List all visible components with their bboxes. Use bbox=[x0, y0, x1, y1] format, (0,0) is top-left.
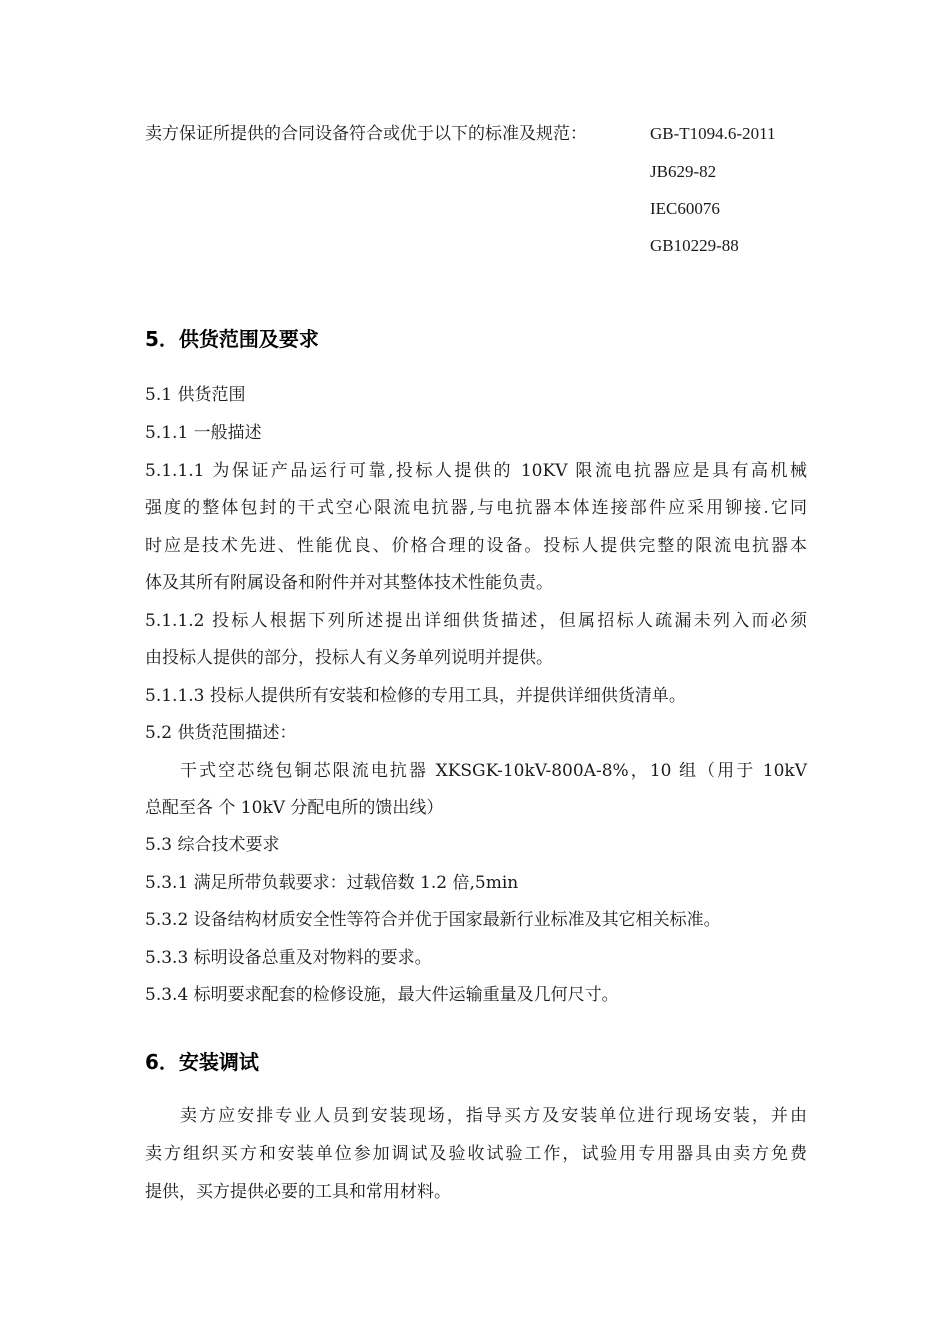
section-5-1-1-1-line: 5.1.1.1 为保证产品运行可靠,投标人提供的 10KV 限流电抗器应是具有高机械 bbox=[145, 461, 807, 481]
section-5-1-1-title: 5.1.1 一般描述 bbox=[145, 423, 262, 443]
section-5-3-4: 5.3.4 标明要求配套的检修设施，最大件运输重量及几何尺寸。 bbox=[145, 985, 619, 1005]
section-5-heading: 5．供货范围及要求 bbox=[145, 327, 319, 351]
section-5-1-1-1-line: 体及其所有附属设备和附件并对其整体技术性能负责。 bbox=[145, 573, 553, 593]
section-5-3-3: 5.3.3 标明设备总重及对物料的要求。 bbox=[145, 948, 432, 968]
standard-item: JB629-82 bbox=[650, 162, 717, 181]
section-5-1-1-1-line: 时应是技术先进、性能优良、价格合理的设备。投标人提供完整的限流电抗器本 bbox=[145, 536, 807, 556]
section-5-1-title: 5.1 供货范围 bbox=[145, 385, 246, 405]
standard-item: GB10229-88 bbox=[650, 236, 739, 255]
section-5-2-desc-line: 干式空芯绕包铜芯限流电抗器 XKSGK-10kV-800A-8%，10 组（用于 10kV bbox=[180, 761, 807, 781]
standard-item: IEC60076 bbox=[650, 199, 720, 218]
section-6-body-line: 卖方组织买方和安装单位参加调试及验收试验工作，试验用专用器具由卖方免费 bbox=[145, 1144, 807, 1164]
section-5-1-1-2-line: 由投标人提供的部分，投标人有义务单列说明并提供。 bbox=[145, 648, 553, 668]
section-5-1-1-1-line: 强度的整体包封的干式空心限流电抗器,与电抗器本体连接部件应采用铆接.它同 bbox=[145, 498, 807, 518]
standard-item: GB-T1094.6-2011 bbox=[650, 124, 776, 143]
section-6-body-line: 提供，买方提供必要的工具和常用材料。 bbox=[145, 1182, 451, 1202]
section-5-3-title: 5.3 综合技术要求 bbox=[145, 835, 280, 855]
section-5-1-1-3-line: 5.1.1.3 投标人提供所有安装和检修的专用工具，并提供详细供货清单。 bbox=[145, 686, 686, 706]
standards-intro: 卖方保证所提供的合同设备符合或优于以下的标准及规范： bbox=[145, 124, 587, 144]
section-5-2-title: 5.2 供货范围描述： bbox=[145, 723, 297, 743]
section-5-3-1: 5.3.1 满足所带负载要求：过载倍数 1.2 倍,5min bbox=[145, 873, 519, 893]
section-5-3-2: 5.3.2 设备结构材质安全性等符合并优于国家最新行业标准及其它相关标准。 bbox=[145, 910, 721, 930]
section-5-1-1-2-line: 5.1.1.2 投标人根据下列所述提出详细供货描述，但属招标人疏漏未列入而必须 bbox=[145, 611, 807, 631]
section-6-body-line: 卖方应安排专业人员到安装现场，指导买方及安装单位进行现场安装，并由 bbox=[180, 1106, 807, 1126]
section-5-2-desc-line: 总配至各 个 10kV 分配电所的馈出线） bbox=[145, 798, 444, 818]
section-6-heading: 6．安装调试 bbox=[145, 1050, 259, 1074]
